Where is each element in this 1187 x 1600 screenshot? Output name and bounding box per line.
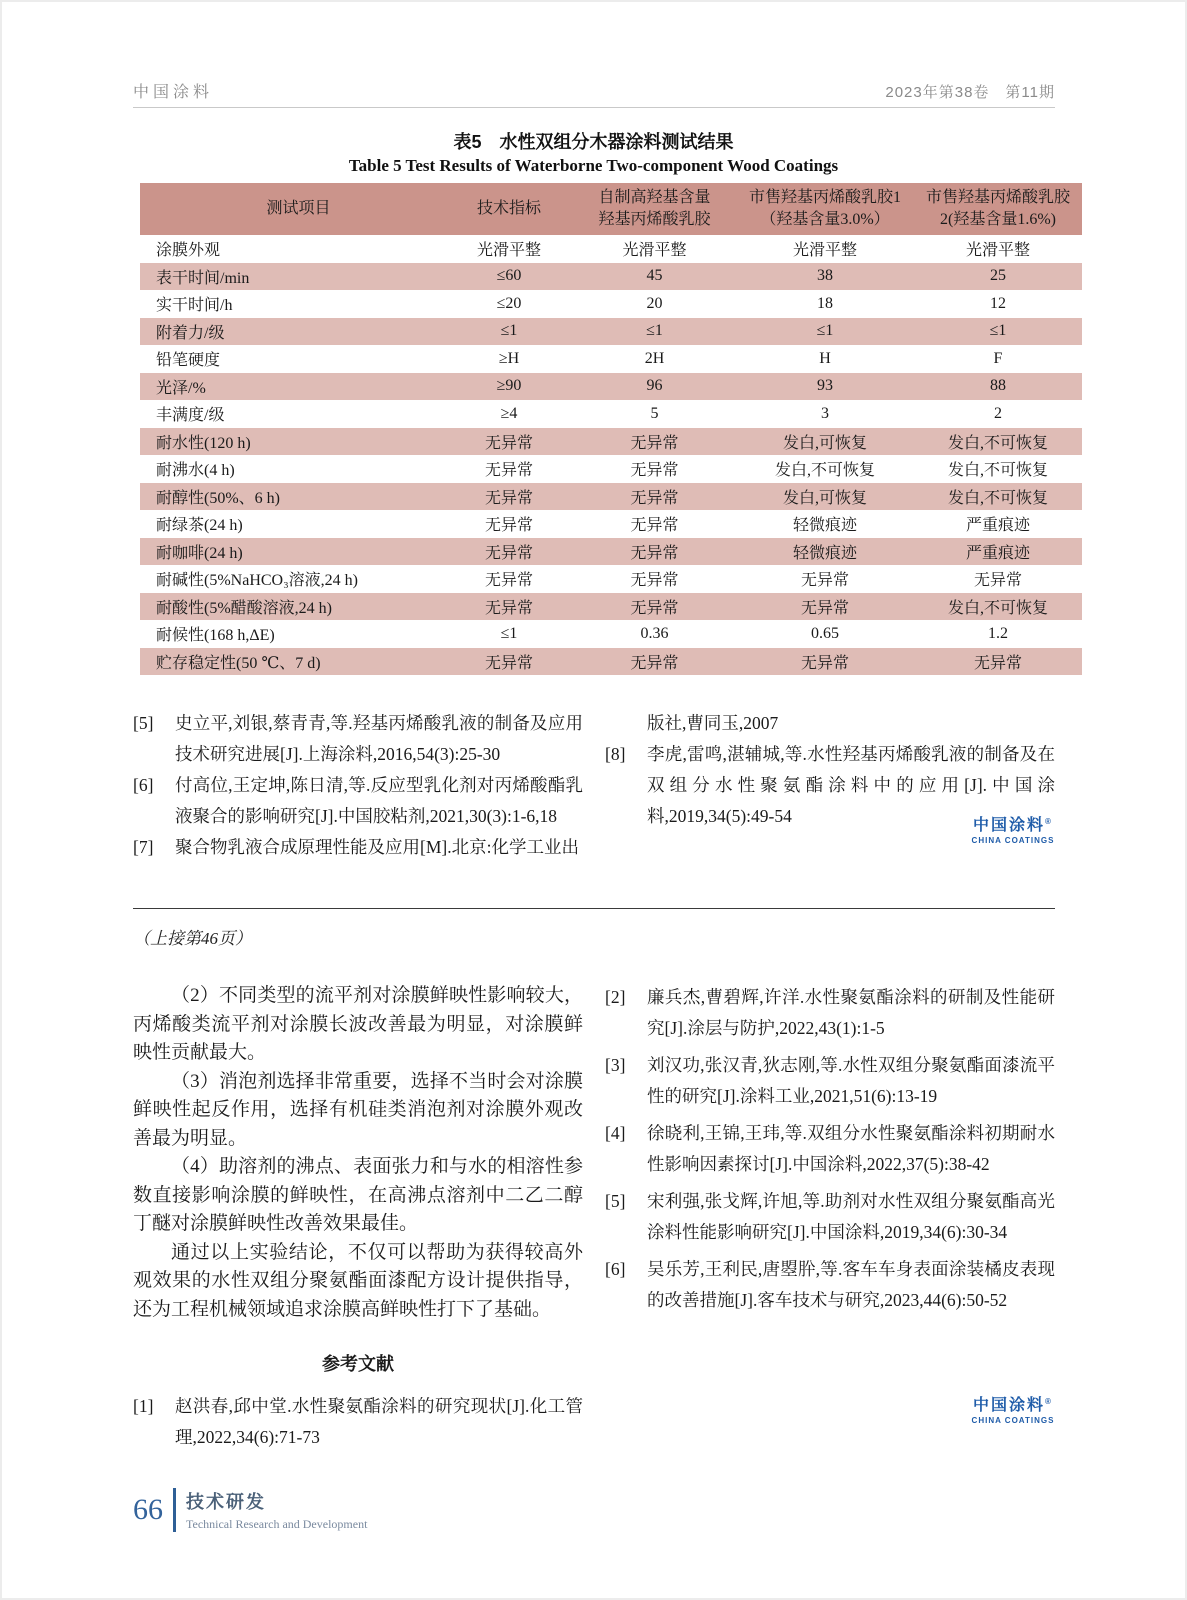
reference-text: 赵洪春,邱中堂.水性聚氨酯涂料的研究现状[J].化工管理,2022,34(6):71-73 xyxy=(175,1395,583,1447)
cell-value: 无异常 xyxy=(445,538,573,566)
header-rule xyxy=(133,107,1055,108)
cell-value: 无异常 xyxy=(573,538,736,566)
reference-text: 史立平,刘银,蔡青青,等.羟基丙烯酸乳液的制备及应用技术研究进展[J].上海涂料,2016,54(3):25-30 xyxy=(175,713,583,764)
logo-text-zh: 中国涂料 xyxy=(973,1397,1046,1414)
cell-value: 3 xyxy=(821,404,829,422)
cell-value: ≤1 xyxy=(736,318,914,346)
table-row xyxy=(140,318,1082,346)
row-label: 贮存稳定性(50 ℃、7 d) xyxy=(140,648,445,676)
cell-value: ≤20 xyxy=(496,294,522,312)
table-row xyxy=(140,620,1082,648)
cell-value: ≤1 xyxy=(573,318,736,346)
reference-number: [5] xyxy=(133,713,154,733)
row-label: 耐醇性(50%、6 h) xyxy=(140,483,445,511)
table-row xyxy=(140,593,1082,621)
table-title-en: Table 5 Test Results of Waterborne Two-component Wood Coatings xyxy=(348,156,839,175)
row-label: 耐咖啡(24 h) xyxy=(140,538,445,566)
reference-text: 李虎,雷鸣,湛辅城,等.水性羟基丙烯酸乳液的制备及在双组分水性聚氨酯涂料中的应用[J].中国涂料,2019,34(5):49-54 xyxy=(647,744,1055,826)
cell-value: 无异常 xyxy=(630,517,679,535)
cell-value: 无异常 xyxy=(573,483,736,511)
cell-value: 无异常 xyxy=(484,517,533,535)
conclusion-paragraph: （3）消泡剂选择非常重要，选择不当时会对涂膜鲜映性起反作用，选择有机硅类消泡剂对涂膜外观改善最为明显。 xyxy=(133,1070,583,1149)
table-row xyxy=(140,510,1082,538)
reference-text: 聚合物乳液合成原理性能及应用[M].北京:化学工业出 xyxy=(175,837,579,857)
cell-value: ≥90 xyxy=(445,373,573,401)
table-row xyxy=(140,373,1082,401)
china-coatings-logo xyxy=(958,812,1068,845)
cell-value: 光滑平整 xyxy=(622,242,687,260)
row-label: 耐绿茶(24 h) xyxy=(156,517,243,535)
references-heading: 参考文献 xyxy=(322,1354,394,1374)
cell-value: 严重痕迹 xyxy=(914,538,1082,566)
table-row xyxy=(140,648,1082,676)
conclusion-paragraph: 通过以上实验结论，不仅可以帮助为获得较高外观效果的水性双组分聚氨酯面漆配方设计提供指导，还为工程机械领域追求涂膜高鲜映性打下了基础。 xyxy=(133,1241,583,1320)
cell-value: 2 xyxy=(994,404,1002,422)
cell-value: 发白,可恢复 xyxy=(736,428,914,456)
body-left-column xyxy=(133,982,583,1459)
cell-value: 20 xyxy=(646,294,663,312)
reference-item xyxy=(605,1186,1055,1248)
reference-item xyxy=(133,1391,583,1453)
reference-item xyxy=(133,708,583,770)
refs-top xyxy=(133,708,1055,863)
table-row xyxy=(140,565,1082,593)
reference-number: [8] xyxy=(605,744,626,764)
cell-value: 光滑平整 xyxy=(792,242,857,260)
cell-value: 无异常 xyxy=(445,593,573,621)
cell-value: 发白,不可恢复 xyxy=(947,462,1048,480)
cell-value: 无异常 xyxy=(630,462,679,480)
reference-text: 徐晓利,王锦,王玮,等.双组分水性聚氨酯涂料初期耐水性影响因素探讨[J].中国涂料,2022,37(5):38-42 xyxy=(647,1123,1055,1174)
cell-value: 45 xyxy=(573,263,736,291)
reference-number xyxy=(605,708,647,739)
reference-number: [1] xyxy=(133,1395,154,1416)
cell-value: 无异常 xyxy=(573,593,736,621)
refs-top-left-column xyxy=(133,708,583,863)
table-row xyxy=(140,428,1082,456)
cell-value: 发白,可恢复 xyxy=(736,483,914,511)
cell-value: 5 xyxy=(650,404,659,422)
cell-value: 0.65 xyxy=(811,624,839,642)
reference-item xyxy=(605,1118,1055,1180)
continuation-note: （上接第46页） xyxy=(133,929,252,948)
china-coatings-logo xyxy=(958,1392,1068,1425)
footer-section-zh: 技术研发 xyxy=(186,1492,266,1512)
row-label: 耐水性(120 h) xyxy=(140,428,445,456)
column-header: 市售羟基丙烯酸乳胶1 （羟基含量3.0%） xyxy=(736,183,914,235)
results-table-wrap xyxy=(140,183,1070,675)
reference-number: [7] xyxy=(133,837,154,857)
reference-item xyxy=(605,1254,1055,1316)
cell-value: 18 xyxy=(817,294,833,312)
cell-value: ≤1 xyxy=(500,624,518,642)
cell-value: 轻微痕迹 xyxy=(736,538,914,566)
cell-value: 无异常 xyxy=(914,648,1082,676)
row-label: 附着力/级 xyxy=(140,318,445,346)
row-label: 涂膜外观 xyxy=(156,242,221,260)
cell-value: 0.36 xyxy=(640,624,669,642)
table-row xyxy=(140,483,1082,511)
table-row xyxy=(140,290,1082,318)
row-label: 实干时间/h xyxy=(156,297,233,315)
row-label: 耐酸性(5%醋酸溶液,24 h) xyxy=(140,593,445,621)
cell-value: 光滑平整 xyxy=(965,242,1030,260)
refs-bottom-right xyxy=(605,982,1055,1459)
reference-text: 版社,曹同玉,2007 xyxy=(647,713,779,733)
cell-value: ≤1 xyxy=(445,318,573,346)
cell-value: 无异常 xyxy=(484,572,533,590)
cell-value: 12 xyxy=(990,294,1006,312)
journal-issue: 2023年第38卷 第11期 xyxy=(885,84,1055,101)
row-label: 耐碱性(5%NaHCO₃溶液,24 h) xyxy=(156,572,359,590)
cell-value: 无异常 xyxy=(973,572,1022,590)
reference-item xyxy=(605,708,1055,739)
row-label: 丰满度/级 xyxy=(156,407,225,425)
cell-value: 无异常 xyxy=(445,483,573,511)
cell-value: 轻微痕迹 xyxy=(792,517,857,535)
column-header: 技术指标 xyxy=(445,183,573,235)
reference-item xyxy=(133,832,583,863)
reference-number: [4] xyxy=(605,1123,626,1143)
cell-value: 光滑平整 xyxy=(476,242,541,260)
row-label: 耐候性(168 h,ΔE) xyxy=(156,627,275,645)
results-table xyxy=(140,183,1082,675)
row-label: 光泽/% xyxy=(140,373,445,401)
cell-value: 1.2 xyxy=(988,624,1008,642)
row-label: 表干时间/min xyxy=(140,263,445,291)
reference-text: 吴乐芳,王利民,唐曌肸,等.客车车身表面涂装橘皮表现的改善措施[J].客车技术与研究,2023,44(6):50-52 xyxy=(647,1259,1055,1310)
results-table-head xyxy=(140,183,1082,235)
reference-number: [3] xyxy=(605,1055,626,1075)
reference-number: [6] xyxy=(605,1259,626,1279)
table-row xyxy=(140,263,1082,291)
body-columns xyxy=(133,982,1055,1459)
cell-value: 2H xyxy=(644,349,665,367)
reference-text: 宋利强,张戈辉,许旭,等.助剂对水性双组分聚氨酯高光涂料性能影响研究[J].中国涂料,2019,34(6):30-34 xyxy=(647,1191,1055,1242)
row-label: 耐沸水(4 h) xyxy=(156,462,235,480)
cell-value: 25 xyxy=(914,263,1082,291)
cell-value: ≥4 xyxy=(500,404,518,422)
cell-value: 发白,不可恢复 xyxy=(914,593,1082,621)
cell-value: 发白,不可恢复 xyxy=(914,483,1082,511)
journal-header xyxy=(133,78,1055,102)
cell-value: 88 xyxy=(914,373,1082,401)
table-row xyxy=(140,345,1082,373)
cell-value: 无异常 xyxy=(484,462,533,480)
results-table-body xyxy=(140,235,1082,675)
cell-value: 96 xyxy=(573,373,736,401)
cell-value: 无异常 xyxy=(573,428,736,456)
cell-value: 严重痕迹 xyxy=(965,517,1030,535)
column-header: 自制高羟基含量 羟基丙烯酸乳胶 xyxy=(573,183,736,235)
cell-value: 无异常 xyxy=(445,428,573,456)
logo-text-en: CHINA COATINGS xyxy=(971,836,1055,845)
cell-value: 无异常 xyxy=(736,593,914,621)
cell-value: 无异常 xyxy=(445,648,573,676)
cell-value: H xyxy=(819,349,831,367)
logo-registered-mark: ® xyxy=(1045,817,1053,826)
cell-value: 38 xyxy=(736,263,914,291)
table-row xyxy=(140,455,1082,483)
row-label: 铅笔硬度 xyxy=(156,352,221,370)
cell-value: 无异常 xyxy=(800,572,849,590)
logo-registered-mark: ® xyxy=(1045,1397,1053,1406)
reference-text: 付高位,王定坤,陈日清,等.反应型乳化剂对丙烯酸酯乳液聚合的影响研究[J].中国胶粘剂,2021,30(3):1-6,18 xyxy=(175,775,583,826)
cell-value: 无异常 xyxy=(630,572,679,590)
reference-number: [6] xyxy=(133,775,154,795)
conclusion-paragraphs xyxy=(133,982,583,1324)
table-row xyxy=(140,235,1082,263)
reference-number: [5] xyxy=(605,1191,626,1211)
cell-value: ≥H xyxy=(498,349,520,367)
column-header: 市售羟基丙烯酸乳胶 2(羟基含量1.6%) xyxy=(914,183,1082,235)
page-footer xyxy=(133,1488,367,1532)
reference-item xyxy=(605,982,1055,1044)
refs-bottom-left xyxy=(133,1391,583,1453)
logo-text-en: CHINA COATINGS xyxy=(971,1416,1055,1425)
cell-value: 发白,不可恢复 xyxy=(774,462,875,480)
conclusion-paragraph: （4）助溶剂的沸点、表面张力和与水的相溶性参数直接影响涂膜的鲜映性，在高沸点溶剂中二乙二醇丁醚对涂膜鲜映性改善效果最佳。 xyxy=(133,1156,583,1234)
cell-value: 无异常 xyxy=(573,648,736,676)
section-divider xyxy=(133,908,1055,909)
footer-divider-bar xyxy=(173,1488,176,1532)
cell-value: ≤1 xyxy=(914,318,1082,346)
reference-number: [2] xyxy=(605,987,626,1007)
journal-name: 中国涂料 xyxy=(133,84,214,101)
column-header: 测试项目 xyxy=(140,183,445,235)
footer-section-en: Technical Research and Development xyxy=(186,1517,368,1531)
cell-value: F xyxy=(993,349,1003,367)
table-title-zh: 表5 水性双组分木器涂料测试结果 xyxy=(453,132,734,152)
table-row xyxy=(140,400,1082,428)
cell-value: 无异常 xyxy=(736,648,914,676)
reference-text: 廉兵杰,曹碧辉,许洋.水性聚氨酯涂料的研制及性能研究[J].涂层与防护,2022,43(1):1-5 xyxy=(647,987,1055,1038)
logo-text-zh: 中国涂料 xyxy=(973,817,1046,834)
table-row xyxy=(140,538,1082,566)
cell-value: ≤60 xyxy=(445,263,573,291)
reference-text: 刘汉功,张汉青,狄志刚,等.水性双组分聚氨酯面漆流平性的研究[J].涂料工业,2021,51(6):13-19 xyxy=(647,1055,1055,1106)
reference-item xyxy=(605,1050,1055,1112)
page-number: 66 xyxy=(133,1493,163,1526)
conclusion-paragraph: （2）不同类型的流平剂对涂膜鲜映性影响较大，丙烯酸类流平剂对涂膜长波改善最为明显，对涂膜鲜映性贡献最大。 xyxy=(133,985,583,1063)
cell-value: 发白,不可恢复 xyxy=(914,428,1082,456)
reference-item xyxy=(133,770,583,832)
cell-value: 93 xyxy=(736,373,914,401)
